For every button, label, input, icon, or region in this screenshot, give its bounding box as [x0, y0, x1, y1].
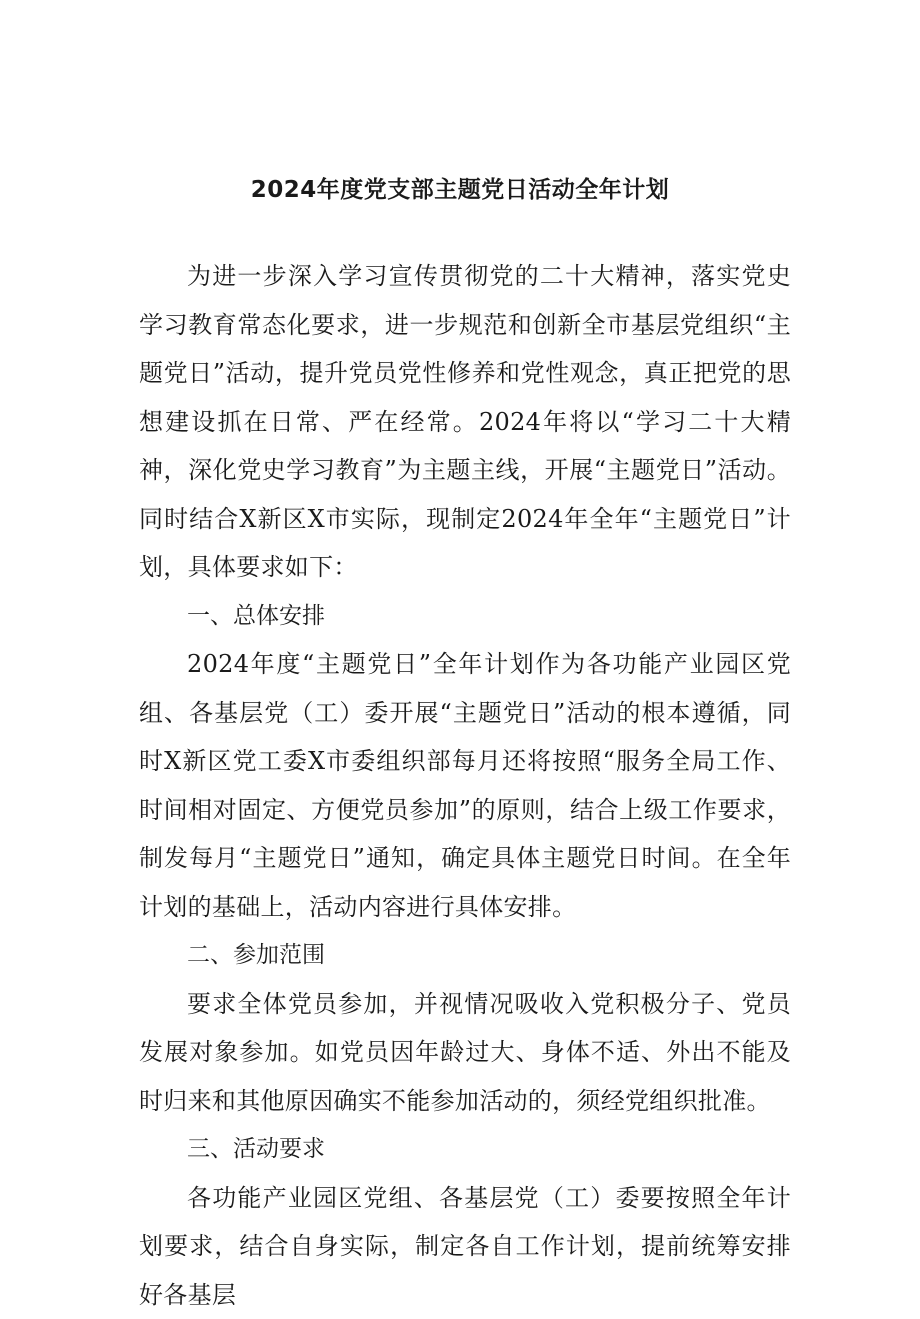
section-paragraph-participation-scope: 要求全体党员参加，并视情况吸收入党积极分子、党员发展对象参加。如党员因年龄过大、身体不适、外出不能及时归来和其他原因确实不能参加活动的，须经党组织批准。	[139, 980, 791, 1126]
document-body	[139, 252, 791, 1319]
document-title: 2024年度党支部主题党日活动全年计划	[0, 170, 920, 210]
section-heading-overall-arrangement: 一、总体安排	[139, 592, 791, 641]
section-paragraph-activity-requirements: 各功能产业园区党组、各基层党（工）委要按照全年计划要求，结合自身实际，制定各自工作计划，提前统筹安排好各基层	[139, 1174, 791, 1319]
section-paragraph-overall-arrangement: 2024年度“主题党日”全年计划作为各功能产业园区党组、各基层党（工）委开展“主题党日”活动的根本遵循，同时X新区党工委X市委组织部每月还将按照“服务全局工作、时间相对固定、方便党员参加”的原则，结合上级工作要求，制发每月“主题党日”通知，确定具体主题党日时间。在全年计划的基础上，活动内容进行具体安排。	[139, 640, 791, 931]
section-heading-participation-scope: 二、参加范围	[139, 931, 791, 980]
intro-paragraph: 为进一步深入学习宣传贯彻党的二十大精神，落实党史学习教育常态化要求，进一步规范和创新全市基层党组织“主题党日”活动，提升党员党性修养和党性观念，真正把党的思想建设抓在日常、严在经常。2024年将以“学习二十大精神，深化党史学习教育”为主题主线，开展“主题党日”活动。同时结合X新区X市实际，现制定2024年全年“主题党日”计划，具体要求如下：	[139, 252, 791, 592]
section-heading-activity-requirements: 三、活动要求	[139, 1125, 791, 1174]
